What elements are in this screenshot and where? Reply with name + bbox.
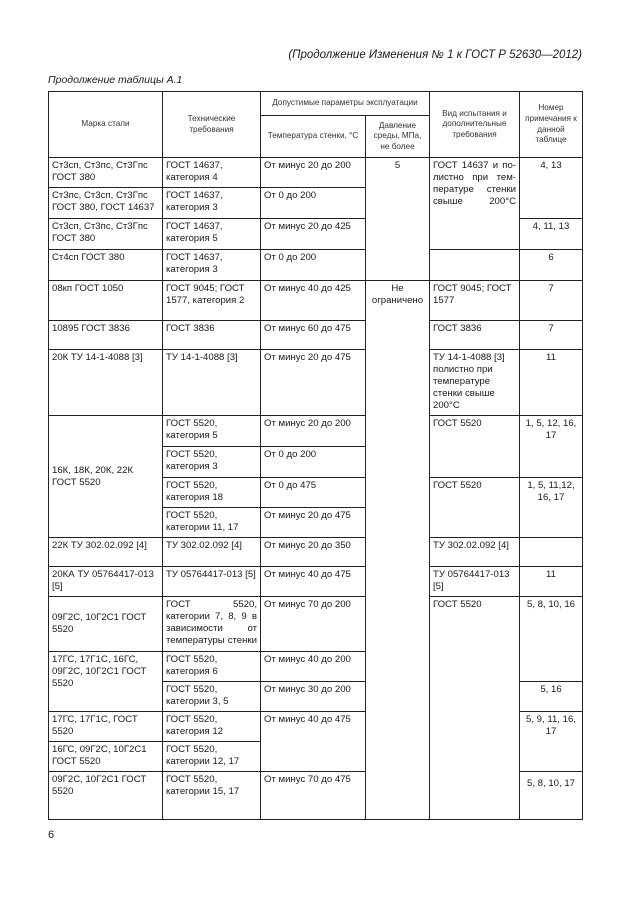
header-wall-temp: Температура стенки, °С <box>261 116 366 158</box>
steel-grade-cell: 09Г2С, 10Г2С1 ГОСТ 5520 <box>49 597 163 652</box>
temp-cell: От минус 20 до 200 <box>261 416 366 447</box>
steel-grade-cell: 10895 ГОСТ 3836 <box>49 321 163 350</box>
header-tech-requirements: Технические требования <box>163 92 261 158</box>
steel-grade-cell: Ст3пс, Ст3сп, Ст3Гпс ГОСТ 380, ГОСТ 14637 <box>49 188 163 219</box>
header-pressure: Давление среды, МПа, не более <box>366 116 430 158</box>
temp-cell: От минус 20 до 475 <box>261 350 366 416</box>
tech-req-cell: ГОСТ 5520, категории 15, 17 <box>163 772 261 820</box>
table-row <box>49 281 583 321</box>
temp-cell: От 0 до 200 <box>261 250 366 281</box>
table-row <box>49 250 583 281</box>
page-number: 6 <box>48 829 55 841</box>
table-row <box>49 538 583 567</box>
temp-cell: От минус 70 до 475 <box>261 772 366 820</box>
table-caption: Продолжение таблицы А.1 <box>48 74 183 86</box>
temp-cell: От минус 40 до 475 <box>261 712 366 772</box>
document-continuation-header: (Продолжение Изменения № 1 к ГОСТ Р 52630—2012) <box>288 49 582 61</box>
temp-cell: От минус 60 до 475 <box>261 321 366 350</box>
test-cell: ГОСТ 9045; ГОСТ 1577 <box>430 281 520 321</box>
notes-cell: 6 <box>520 250 583 281</box>
temp-cell: От минус 20 до 200 <box>261 158 366 188</box>
notes-cell: 7 <box>520 321 583 350</box>
temp-cell: От минус 20 до 475 <box>261 508 366 538</box>
steel-grade-cell: 17ГС, 17Г1С, ГОСТ 5520 <box>49 712 163 742</box>
steel-grade-cell: Ст3сп, Ст3пс, Ст3Гпс ГОСТ 380 <box>49 219 163 250</box>
steel-grade-cell: 16ГС, 09Г2С, 10Г2С1 ГОСТ 5520 <box>49 742 163 772</box>
header-permissible-params: Допустимые параметры эксплуатации <box>261 92 430 116</box>
pressure-cell: 5 <box>366 158 430 281</box>
test-cell: ГОСТ 5520 <box>430 597 520 820</box>
test-cell: ГОСТ 14637 и по-листно при тем-пературе стенки свыше 200°С <box>430 158 520 250</box>
tech-req-cell: ГОСТ 14637, категория 3 <box>163 250 261 281</box>
steel-grade-cell: 20КА ТУ 05764417-013 [5] <box>49 567 163 597</box>
steel-grade-cell: Ст3сп, Ст3пс, Ст3Гпс ГОСТ 380 <box>49 158 163 188</box>
notes-cell: 1, 5, 12, 16, 17 <box>520 416 583 478</box>
test-cell: ГОСТ 5520 <box>430 416 520 478</box>
tech-req-cell: ГОСТ 14637, категория 5 <box>163 219 261 250</box>
notes-cell: 11 <box>520 567 583 597</box>
notes-cell: 1, 5, 11,12, 16, 17 <box>520 478 583 538</box>
test-cell: ГОСТ 3836 <box>430 321 520 350</box>
tech-req-cell: ГОСТ 3836 <box>163 321 261 350</box>
pressure-cell: Не ограничено <box>366 281 430 820</box>
table-row <box>49 567 583 597</box>
header-note-numbers: Номер примечания к данной таблице <box>520 92 583 158</box>
tech-req-cell: ГОСТ 5520, категории 11, 17 <box>163 508 261 538</box>
steel-grades-table <box>48 91 583 820</box>
notes-cell: 5, 16 <box>520 682 583 712</box>
notes-cell: 4, 11, 13 <box>520 219 583 250</box>
notes-cell: 5, 8, 10, 16 <box>520 597 583 682</box>
temp-cell: От минус 40 до 425 <box>261 281 366 321</box>
test-cell: ТУ 14-1-4088 [3] полистно при температуре стенки свыше 200°С <box>430 350 520 416</box>
steel-grade-cell: 17ГС, 17Г1С, 16ГС, 09Г2С, 10Г2С1 ГОСТ 5520 <box>49 652 163 712</box>
notes-cell: 7 <box>520 281 583 321</box>
notes-cell: 5, 8, 10, 17 <box>520 772 583 820</box>
notes-cell-empty <box>520 538 583 567</box>
tech-req-cell: ГОСТ 5520, категории 3, 5 <box>163 682 261 712</box>
temp-cell: От 0 до 200 <box>261 188 366 219</box>
temp-cell: От минус 40 до 200 <box>261 652 366 682</box>
table-row <box>49 597 583 652</box>
temp-cell: От минус 40 до 475 <box>261 567 366 597</box>
temp-cell: От минус 20 до 350 <box>261 538 366 567</box>
temp-cell: От 0 до 475 <box>261 478 366 508</box>
notes-cell: 5, 9, 11, 16, 17 <box>520 712 583 772</box>
tech-req-cell: ГОСТ 5520, категория 5 <box>163 416 261 447</box>
test-cell: ТУ 302.02.092 [4] <box>430 538 520 567</box>
tech-req-cell: ГОСТ 5520, категории 12, 17 <box>163 742 261 772</box>
tech-req-cell: ГОСТ 14637, категория 3 <box>163 188 261 219</box>
test-cell-empty <box>430 250 520 281</box>
steel-grade-cell: 09Г2С, 10Г2С1 ГОСТ 5520 <box>49 772 163 820</box>
temp-cell: От минус 70 до 200 <box>261 597 366 652</box>
steel-grade-cell: 08кп ГОСТ 1050 <box>49 281 163 321</box>
table-row <box>49 416 583 447</box>
temp-cell: От минус 20 до 425 <box>261 219 366 250</box>
tech-req-cell: ГОСТ 5520, категории 7, 8, 9 в зависимости от температуры стенки <box>163 597 261 652</box>
steel-grade-cell: 22К ТУ 302.02.092 [4] <box>49 538 163 567</box>
temp-cell: От 0 до 200 <box>261 447 366 478</box>
steel-grade-cell: Ст4сп ГОСТ 380 <box>49 250 163 281</box>
tech-req-cell: ТУ 05764417-013 [5] <box>163 567 261 597</box>
notes-cell: 11 <box>520 350 583 416</box>
table-row <box>49 350 583 416</box>
tech-req-cell: ГОСТ 5520, категория 3 <box>163 447 261 478</box>
tech-req-cell: ГОСТ 5520, категория 18 <box>163 478 261 508</box>
tech-req-cell: ГОСТ 5520, категория 12 <box>163 712 261 742</box>
tech-req-cell: ГОСТ 5520, категория 6 <box>163 652 261 682</box>
tech-req-cell: ТУ 14-1-4088 [3] <box>163 350 261 416</box>
tech-req-cell: ГОСТ 14637, категория 4 <box>163 158 261 188</box>
header-steel-grade: Марка стали <box>49 92 163 158</box>
table-row <box>49 321 583 350</box>
tech-req-cell: ГОСТ 9045; ГОСТ 1577, категория 2 <box>163 281 261 321</box>
steel-grade-cell: 20К ТУ 14-1-4088 [3] <box>49 350 163 416</box>
notes-cell: 4, 13 <box>520 158 583 219</box>
test-cell: ТУ 05764417-013 [5] <box>430 567 520 597</box>
steel-grade-cell: 16К, 18К, 20К, 22К ГОСТ 5520 <box>49 416 163 538</box>
temp-cell: От минус 30 до 200 <box>261 682 366 712</box>
table-row <box>49 158 583 188</box>
header-test-type: Вид испытания и дополнительные требования <box>430 92 520 158</box>
tech-req-cell: ТУ 302.02.092 [4] <box>163 538 261 567</box>
test-cell: ГОСТ 5520 <box>430 478 520 538</box>
